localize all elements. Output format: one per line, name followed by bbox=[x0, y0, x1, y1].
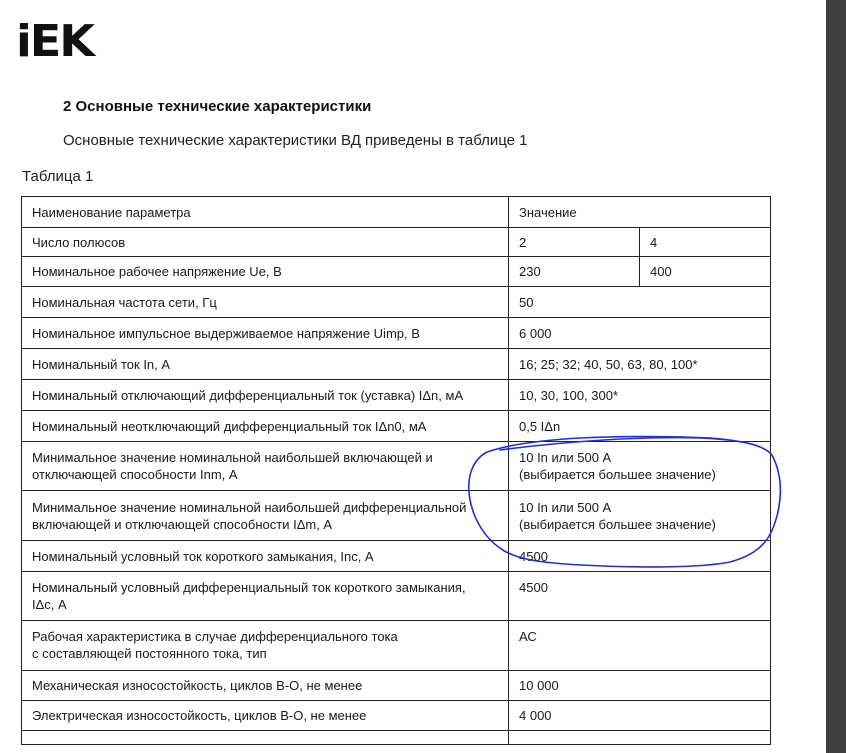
param-cell bbox=[22, 491, 509, 541]
section-title: 2 Основные технические характеристики bbox=[63, 98, 372, 115]
value-cell: 10 000 bbox=[509, 671, 771, 701]
param-line-1: Рабочая характеристика в случае дифференциального тока bbox=[32, 629, 398, 644]
table-row bbox=[22, 287, 771, 318]
value-cell: 4 bbox=[640, 228, 771, 257]
param-cell: Номинальный отключающий дифференциальный ток (уставка) IΔn, мА bbox=[22, 380, 509, 411]
table-header-row bbox=[22, 197, 771, 228]
table-row bbox=[22, 380, 771, 411]
table-row bbox=[22, 491, 771, 541]
table-row bbox=[22, 411, 771, 442]
table-row bbox=[22, 349, 771, 380]
param-line-1: Минимальное значение номинальной наибольшей дифференциальной bbox=[32, 499, 467, 515]
section-intro: Основные технические характеристики ВД приведены в таблице 1 bbox=[63, 132, 528, 149]
param-cell: Число полюсов bbox=[22, 228, 509, 257]
table-caption: Таблица 1 bbox=[22, 168, 94, 185]
header-value: Значение bbox=[509, 197, 771, 228]
value-cell: 400 bbox=[640, 257, 771, 287]
value-cell: 2 bbox=[509, 228, 640, 257]
table-row bbox=[22, 541, 771, 572]
param-cell: Номинальное импульсное выдерживаемое напряжение Uimp, В bbox=[22, 318, 509, 349]
table-row bbox=[22, 572, 771, 621]
value-cell: АС bbox=[509, 621, 771, 671]
param-cell: Механическая износостойкость, циклов В-О, не менее bbox=[22, 671, 509, 701]
param-line-2: с составляющей постоянного тока, тип bbox=[32, 646, 267, 661]
table-row bbox=[22, 731, 771, 745]
param-cell: Номинальный условный ток короткого замыкания, Inc, А bbox=[22, 541, 509, 572]
param-line-2: отключающей способности Inm, А bbox=[32, 467, 238, 482]
value-cell bbox=[509, 491, 771, 541]
table-row bbox=[22, 318, 771, 349]
param-line-1: Минимальное значение номинальной наибольшей включающей и bbox=[32, 450, 433, 465]
param-cell: Номинальный неотключающий дифференциальный ток IΔn0, мА bbox=[22, 411, 509, 442]
param-cell bbox=[22, 621, 509, 671]
param-cell: Номинальное рабочее напряжение Ue, В bbox=[22, 257, 509, 287]
value-cell: 4500 bbox=[509, 541, 771, 572]
table-row bbox=[22, 671, 771, 701]
value-line-2: (выбирается большее значение) bbox=[519, 467, 716, 482]
param-cell: Номинальная частота сети, Гц bbox=[22, 287, 509, 318]
spec-table bbox=[21, 196, 771, 745]
value-line-1: 10 In или 500 А bbox=[519, 499, 612, 515]
iek-logo: iEK bbox=[16, 16, 93, 67]
value-cell bbox=[509, 731, 771, 745]
param-cell bbox=[22, 731, 509, 745]
value-cell: 6 000 bbox=[509, 318, 771, 349]
value-line-1: 10 In или 500 А bbox=[519, 450, 612, 465]
table-row bbox=[22, 701, 771, 731]
value-cell: 50 bbox=[509, 287, 771, 318]
value-cell: 4500 bbox=[509, 572, 771, 621]
value-cell: 4 000 bbox=[509, 701, 771, 731]
value-cell: 0,5 IΔn bbox=[509, 411, 771, 442]
param-cell bbox=[22, 442, 509, 491]
scrollbar[interactable] bbox=[826, 0, 846, 753]
value-cell: 16; 25; 32; 40, 50, 63, 80, 100* bbox=[509, 349, 771, 380]
param-line-1: Номинальный условный дифференциальный ток короткого замыкания, bbox=[32, 580, 466, 595]
value-cell: 230 bbox=[509, 257, 640, 287]
value-cell bbox=[509, 442, 771, 491]
table-row bbox=[22, 442, 771, 491]
table-row bbox=[22, 228, 771, 257]
param-cell bbox=[22, 572, 509, 621]
table-row bbox=[22, 621, 771, 671]
value-line-2: (выбирается большее значение) bbox=[519, 516, 716, 532]
param-cell: Номинальный ток In, А bbox=[22, 349, 509, 380]
value-cell: 10, 30, 100, 300* bbox=[509, 380, 771, 411]
header-param: Наименование параметра bbox=[22, 197, 509, 228]
param-cell: Электрическая износостойкость, циклов В-О, не менее bbox=[22, 701, 509, 731]
param-line-2: включающей и отключающей способности IΔm, А bbox=[32, 516, 333, 532]
table-row bbox=[22, 257, 771, 287]
param-line-2: IΔc, А bbox=[32, 597, 67, 612]
